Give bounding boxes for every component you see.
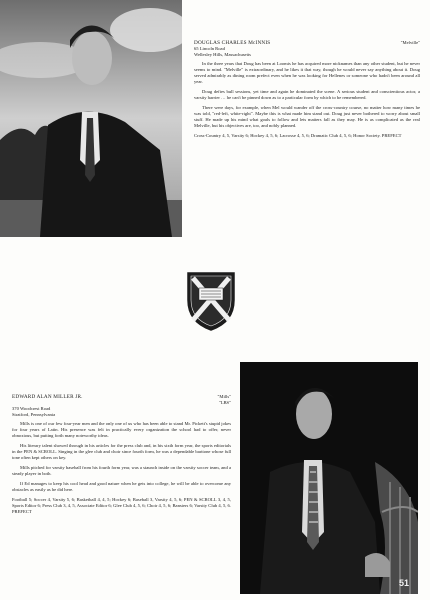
student-name: EDWARD ALAN MILLER JR. <box>12 394 83 400</box>
bio-paragraph: His literary talent showed through in his articles for the press club and, in his sixth form year, the sports editorials in the PEN & SCROLL. Singing in the glee club and choir since fourth form, he was a dependable baritone whose full tone often kept others on key. <box>12 443 231 461</box>
bio-paragraph: Mills is one of our few four-year men and the only one of us who has been able to stand Mr. Pickett's stupid jokes for four years of Latin. His presence was felt in practically every organization the school had to offer, never obnoxious, but putting forth many noteworthy ideas. <box>12 421 231 439</box>
bio-paragraph: In the three years that Doug has been at Loomis he has acquired more nicknames than any other student, but he never seems to mind. "Melville" is extraordinary, and he likes it that way, though he would never say anything about it. Doug served admirably as dining room prefect even when he was looking for Hellenes or someone who hadn't been around all year. <box>194 61 420 85</box>
portrait-photo-edward-miller <box>240 362 418 594</box>
student-nickname: "Mills" "LBS" <box>217 394 231 405</box>
student-nickname: "Melville" <box>400 40 420 45</box>
bio-paragraph: Mills pitched for varsity baseball from his fourth form year, was a staunch inside on the varsity soccer team, and a steady player in both. <box>12 465 231 477</box>
activities-list: Football 5; Soccer 4, Varsity 5, 6; Basketball 4, 4, 5; Hockey 6; Baseball 3, Varsity 4, 5, 6; PEN & SCROLL 3, 4, 5, Sports Editor 6; Press Club 3, 4, 5, Associate Editor 6; Glee Club 4, 5, 6; Choir 4, 5, 6; Bansters 6; Varsity Club 4, 5, 6. PREFECT <box>12 497 231 515</box>
student-address: 370 Woodcrest Road Stratford, Pennsylvania <box>12 406 56 417</box>
school-crest-icon <box>185 270 237 332</box>
bio-paragraph: There were days, for example, when Mel would wander off the cross-country course, no matter how many times he was told, "red-left, white-right". Maybe this is what made him stand out. Doug just never bothered to worry about small stuff. He made up his mind what goals to follow and lets matters fall as they may. He is as complicated as the real Melville, but his objectives are, too, and nobly planned. <box>194 105 420 129</box>
senior-entry-miller <box>12 394 231 515</box>
page-number: 51 <box>399 578 410 588</box>
portrait-photo-douglas-mcinnis <box>0 0 182 237</box>
student-name: DOUGLAS CHARLES McINNIS <box>194 40 271 46</box>
activities-list: Cross-Country 4, 5, Varsity 6; Hockey 4, 5, 6; Lacrosse 4, 5, 6; Dramatic Club 4, 5, 6; Honor Society. PREFECT <box>194 133 402 139</box>
senior-entry-mcinnis <box>194 40 420 139</box>
entry-header <box>12 394 231 406</box>
bio-paragraph: Doug defies bull sessions, yet time and again he dominated the scene. A serious student and conscientious actor, a varsity harrier … he can't be pinned down as to a particular form by which to be remembered. <box>194 89 420 101</box>
bio-paragraph: If Ed manages to keep his cool head and good nature when he gets into college, he will be able to overcome any obstacles as easily as he did here. <box>12 481 231 493</box>
student-address: 65 Lincoln Road Wellesley Hills, Massachusetts <box>194 46 251 57</box>
